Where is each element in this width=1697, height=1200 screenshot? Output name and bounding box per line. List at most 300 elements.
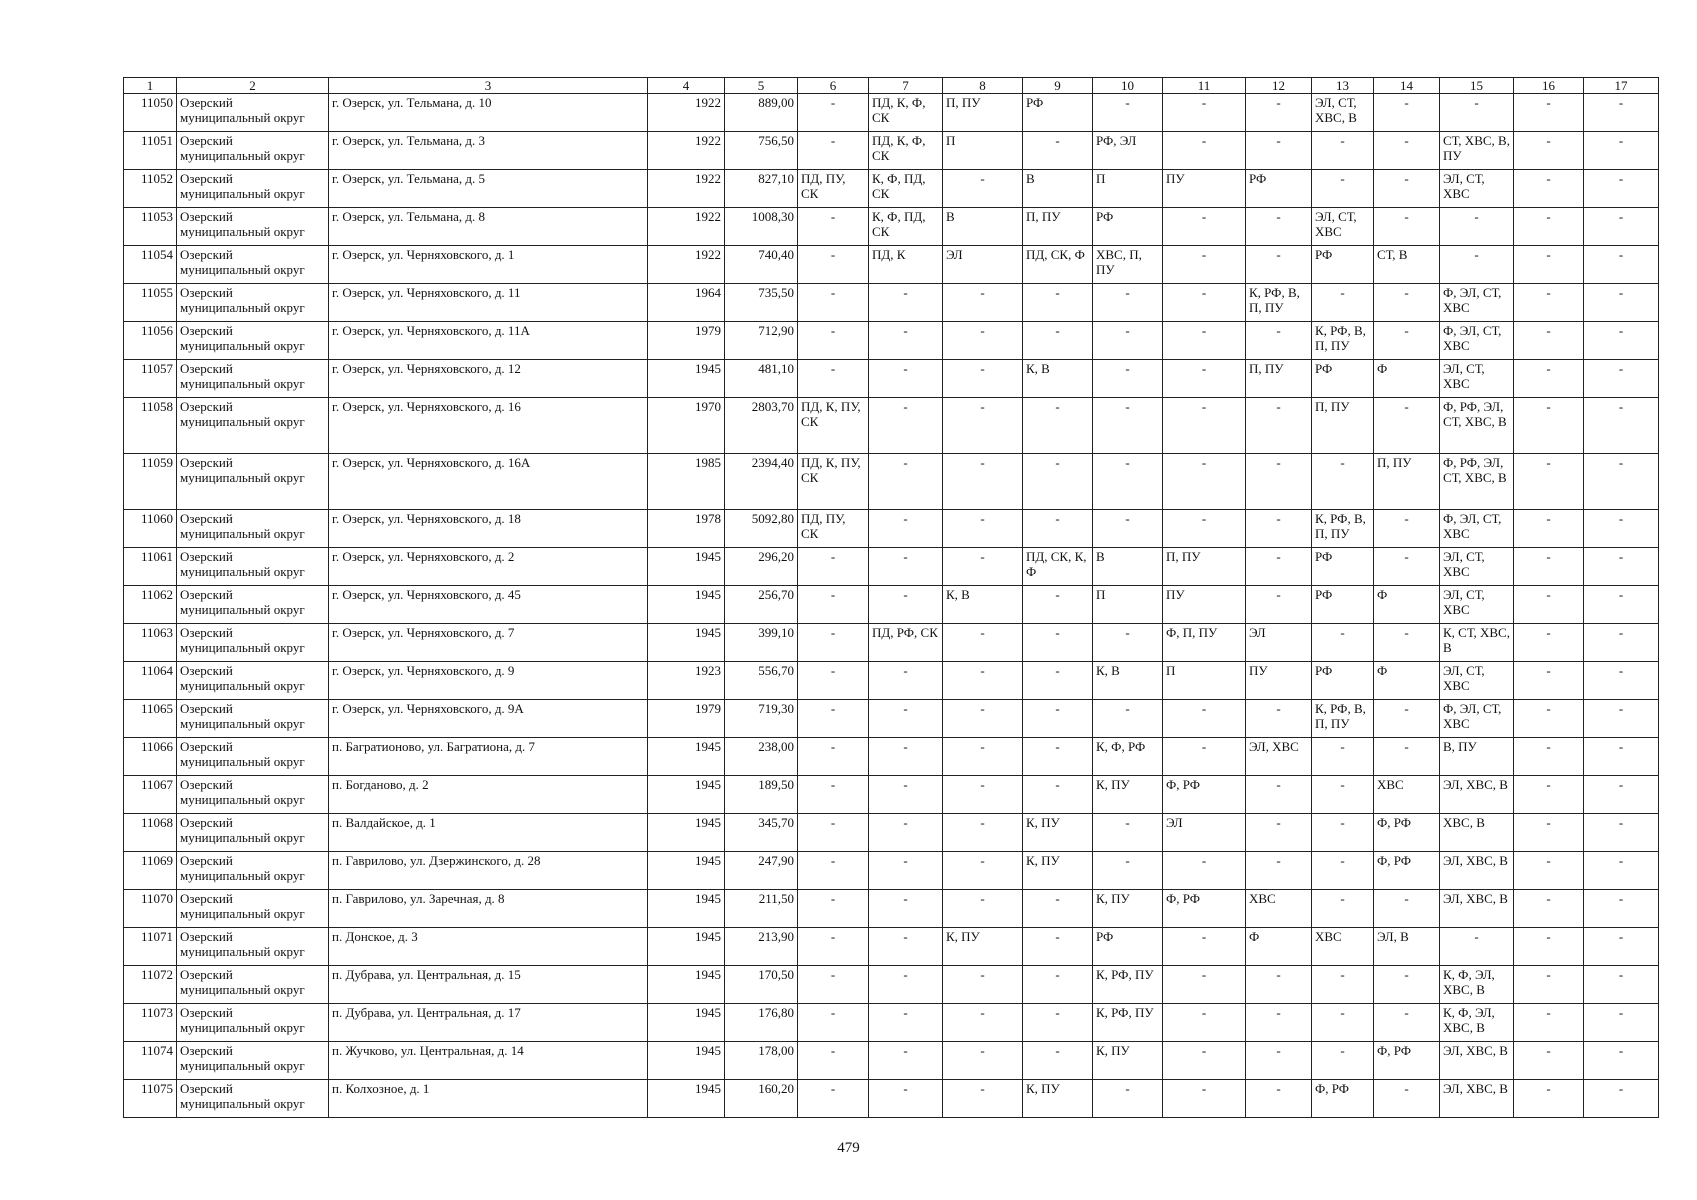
cell-col-6: - xyxy=(798,966,869,1004)
cell-col-11: - xyxy=(1163,454,1246,510)
cell-col-8: П xyxy=(943,132,1023,170)
cell-col-14: Ф, РФ xyxy=(1374,814,1440,852)
cell-year-built: 1945 xyxy=(648,1080,725,1118)
cell-area: 160,20 xyxy=(725,1080,798,1118)
cell-area: 178,00 xyxy=(725,1042,798,1080)
cell-col-7: - xyxy=(869,776,943,814)
cell-col-6: - xyxy=(798,208,869,246)
cell-col-11: ЭЛ xyxy=(1163,814,1246,852)
cell-col-15: - xyxy=(1440,94,1514,132)
cell-area: 740,40 xyxy=(725,246,798,284)
cell-col-17: - xyxy=(1584,966,1659,1004)
cell-col-7: ПД, К, Ф, СК xyxy=(869,94,943,132)
cell-col-14: Ф, РФ xyxy=(1374,852,1440,890)
cell-col-17: - xyxy=(1584,624,1659,662)
column-header-15: 15 xyxy=(1440,78,1514,94)
cell-row-number: 11063 xyxy=(124,624,177,662)
cell-col-16: - xyxy=(1514,814,1584,852)
cell-col-14: - xyxy=(1374,398,1440,454)
cell-col-15: К, Ф, ЭЛ, ХВС, В xyxy=(1440,1004,1514,1042)
cell-col-6: - xyxy=(798,700,869,738)
cell-col-17: - xyxy=(1584,510,1659,548)
cell-col-17: - xyxy=(1584,928,1659,966)
cell-col-14: - xyxy=(1374,284,1440,322)
column-header-14: 14 xyxy=(1374,78,1440,94)
cell-col-11: Ф, РФ xyxy=(1163,890,1246,928)
cell-col-9: - xyxy=(1023,1004,1093,1042)
cell-address: г. Озерск, ул. Черняховского, д. 11А xyxy=(329,322,648,360)
cell-col-6: - xyxy=(798,1004,869,1042)
cell-col-8: К, В xyxy=(943,586,1023,624)
cell-district: Озерский муниципальный округ xyxy=(177,398,329,454)
cell-col-15: Ф, РФ, ЭЛ, СТ, ХВС, В xyxy=(1440,398,1514,454)
cell-area: 176,80 xyxy=(725,1004,798,1042)
cell-col-17: - xyxy=(1584,170,1659,208)
cell-col-11: - xyxy=(1163,928,1246,966)
column-header-4: 4 xyxy=(648,78,725,94)
cell-area: 211,50 xyxy=(725,890,798,928)
cell-col-10: - xyxy=(1093,814,1163,852)
cell-col-7: - xyxy=(869,814,943,852)
cell-col-13: К, РФ, В, П, ПУ xyxy=(1312,700,1374,738)
cell-col-8: - xyxy=(943,890,1023,928)
cell-address: г. Озерск, ул. Черняховского, д. 45 xyxy=(329,586,648,624)
cell-year-built: 1945 xyxy=(648,814,725,852)
cell-row-number: 11058 xyxy=(124,398,177,454)
cell-col-10: К, РФ, ПУ xyxy=(1093,966,1163,1004)
cell-col-17: - xyxy=(1584,548,1659,586)
cell-col-7: - xyxy=(869,928,943,966)
cell-col-6: ПД, К, ПУ, СК xyxy=(798,398,869,454)
cell-col-9: - xyxy=(1023,454,1093,510)
table-row xyxy=(124,132,1659,170)
table-row xyxy=(124,624,1659,662)
cell-col-14: - xyxy=(1374,170,1440,208)
cell-address: г. Озерск, ул. Тельмана, д. 10 xyxy=(329,94,648,132)
cell-col-9: - xyxy=(1023,322,1093,360)
cell-address: г. Озерск, ул. Черняховского, д. 11 xyxy=(329,284,648,322)
cell-district: Озерский муниципальный округ xyxy=(177,510,329,548)
cell-year-built: 1945 xyxy=(648,624,725,662)
cell-col-16: - xyxy=(1514,852,1584,890)
cell-col-14: - xyxy=(1374,624,1440,662)
cell-col-17: - xyxy=(1584,814,1659,852)
cell-year-built: 1922 xyxy=(648,94,725,132)
cell-col-12: - xyxy=(1246,1042,1312,1080)
cell-col-8: - xyxy=(943,852,1023,890)
cell-col-16: - xyxy=(1514,548,1584,586)
cell-col-9: К, ПУ xyxy=(1023,814,1093,852)
cell-col-10: - xyxy=(1093,852,1163,890)
cell-col-12: - xyxy=(1246,548,1312,586)
cell-district: Озерский муниципальный округ xyxy=(177,890,329,928)
cell-row-number: 11069 xyxy=(124,852,177,890)
cell-col-16: - xyxy=(1514,170,1584,208)
cell-col-9: К, ПУ xyxy=(1023,1080,1093,1118)
cell-row-number: 11061 xyxy=(124,548,177,586)
cell-col-9: - xyxy=(1023,586,1093,624)
table-row xyxy=(124,246,1659,284)
cell-col-8: - xyxy=(943,624,1023,662)
cell-col-12: П, ПУ xyxy=(1246,360,1312,398)
cell-col-7: - xyxy=(869,586,943,624)
cell-col-9: - xyxy=(1023,776,1093,814)
cell-area: 481,10 xyxy=(725,360,798,398)
cell-year-built: 1922 xyxy=(648,246,725,284)
cell-col-8: ЭЛ xyxy=(943,246,1023,284)
cell-col-6: - xyxy=(798,284,869,322)
cell-col-8: - xyxy=(943,662,1023,700)
cell-col-11: - xyxy=(1163,208,1246,246)
cell-district: Озерский муниципальный округ xyxy=(177,1004,329,1042)
cell-area: 556,70 xyxy=(725,662,798,700)
cell-year-built: 1945 xyxy=(648,890,725,928)
table-row xyxy=(124,322,1659,360)
cell-address: п. Гаврилово, ул. Дзержинского, д. 28 xyxy=(329,852,648,890)
cell-col-17: - xyxy=(1584,132,1659,170)
cell-col-17: - xyxy=(1584,586,1659,624)
cell-col-10: К, ПУ xyxy=(1093,890,1163,928)
cell-area: 256,70 xyxy=(725,586,798,624)
cell-row-number: 11075 xyxy=(124,1080,177,1118)
cell-col-14: СТ, В xyxy=(1374,246,1440,284)
cell-col-8: - xyxy=(943,814,1023,852)
cell-district: Озерский муниципальный округ xyxy=(177,208,329,246)
cell-col-15: - xyxy=(1440,246,1514,284)
cell-col-13: - xyxy=(1312,966,1374,1004)
cell-col-8: - xyxy=(943,360,1023,398)
cell-col-7: - xyxy=(869,852,943,890)
cell-col-9: - xyxy=(1023,398,1093,454)
cell-row-number: 11060 xyxy=(124,510,177,548)
cell-col-16: - xyxy=(1514,284,1584,322)
cell-col-14: - xyxy=(1374,208,1440,246)
cell-area: 889,00 xyxy=(725,94,798,132)
cell-district: Озерский муниципальный округ xyxy=(177,814,329,852)
cell-col-15: ЭЛ, СТ, ХВС xyxy=(1440,170,1514,208)
cell-col-9: К, ПУ xyxy=(1023,852,1093,890)
cell-col-9: - xyxy=(1023,738,1093,776)
cell-col-16: - xyxy=(1514,454,1584,510)
cell-col-12: Ф xyxy=(1246,928,1312,966)
cell-col-13: - xyxy=(1312,776,1374,814)
cell-col-15: ЭЛ, ХВС, В xyxy=(1440,1042,1514,1080)
cell-col-13: К, РФ, В, П, ПУ xyxy=(1312,322,1374,360)
cell-col-15: ЭЛ, ХВС, В xyxy=(1440,1080,1514,1118)
cell-row-number: 11070 xyxy=(124,890,177,928)
cell-col-13: - xyxy=(1312,852,1374,890)
cell-col-10: К, ПУ xyxy=(1093,776,1163,814)
cell-district: Озерский муниципальный округ xyxy=(177,586,329,624)
cell-col-9: - xyxy=(1023,624,1093,662)
cell-col-13: - xyxy=(1312,1004,1374,1042)
cell-col-11: Ф, РФ xyxy=(1163,776,1246,814)
cell-address: г. Озерск, ул. Тельмана, д. 3 xyxy=(329,132,648,170)
cell-col-10: РФ, ЭЛ xyxy=(1093,132,1163,170)
cell-col-15: ЭЛ, СТ, ХВС xyxy=(1440,662,1514,700)
cell-col-6: - xyxy=(798,928,869,966)
cell-col-17: - xyxy=(1584,852,1659,890)
cell-address: п. Валдайское, д. 1 xyxy=(329,814,648,852)
cell-address: г. Озерск, ул. Черняховского, д. 2 xyxy=(329,548,648,586)
cell-col-11: - xyxy=(1163,1004,1246,1042)
cell-year-built: 1945 xyxy=(648,548,725,586)
cell-col-14: - xyxy=(1374,966,1440,1004)
cell-col-12: ЭЛ, ХВС xyxy=(1246,738,1312,776)
cell-col-10: ХВС, П, ПУ xyxy=(1093,246,1163,284)
cell-col-8: В xyxy=(943,208,1023,246)
column-header-9: 9 xyxy=(1023,78,1093,94)
cell-row-number: 11072 xyxy=(124,966,177,1004)
cell-col-16: - xyxy=(1514,700,1584,738)
table-row xyxy=(124,928,1659,966)
cell-col-16: - xyxy=(1514,624,1584,662)
cell-col-17: - xyxy=(1584,890,1659,928)
cell-year-built: 1964 xyxy=(648,284,725,322)
cell-col-14: - xyxy=(1374,1080,1440,1118)
cell-col-10: - xyxy=(1093,1080,1163,1118)
cell-year-built: 1945 xyxy=(648,360,725,398)
cell-col-7: - xyxy=(869,322,943,360)
cell-district: Озерский муниципальный округ xyxy=(177,94,329,132)
cell-row-number: 11054 xyxy=(124,246,177,284)
cell-col-17: - xyxy=(1584,776,1659,814)
cell-col-6: - xyxy=(798,814,869,852)
cell-col-7: ПД, РФ, СК xyxy=(869,624,943,662)
cell-col-12: ЭЛ xyxy=(1246,624,1312,662)
cell-col-11: П, ПУ xyxy=(1163,548,1246,586)
cell-col-14: Ф xyxy=(1374,662,1440,700)
cell-col-15: ЭЛ, СТ, ХВС xyxy=(1440,360,1514,398)
cell-col-6: - xyxy=(798,246,869,284)
cell-col-16: - xyxy=(1514,662,1584,700)
cell-col-8: - xyxy=(943,398,1023,454)
table-row xyxy=(124,852,1659,890)
cell-district: Озерский муниципальный округ xyxy=(177,284,329,322)
cell-col-13: РФ xyxy=(1312,662,1374,700)
cell-col-7: ПД, К, Ф, СК xyxy=(869,132,943,170)
table-header xyxy=(124,78,1659,94)
cell-address: п. Дубрава, ул. Центральная, д. 15 xyxy=(329,966,648,1004)
cell-col-10: РФ xyxy=(1093,928,1163,966)
table-row xyxy=(124,814,1659,852)
cell-col-8: К, ПУ xyxy=(943,928,1023,966)
cell-area: 712,90 xyxy=(725,322,798,360)
cell-district: Озерский муниципальный округ xyxy=(177,662,329,700)
cell-col-9: - xyxy=(1023,928,1093,966)
cell-col-11: - xyxy=(1163,246,1246,284)
cell-col-7: - xyxy=(869,510,943,548)
cell-col-6: - xyxy=(798,1080,869,1118)
table-row xyxy=(124,548,1659,586)
cell-district: Озерский муниципальный округ xyxy=(177,1042,329,1080)
column-header-13: 13 xyxy=(1312,78,1374,94)
cell-col-16: - xyxy=(1514,94,1584,132)
cell-col-8: - xyxy=(943,1004,1023,1042)
cell-row-number: 11052 xyxy=(124,170,177,208)
cell-col-16: - xyxy=(1514,1080,1584,1118)
cell-col-9: - xyxy=(1023,284,1093,322)
cell-row-number: 11067 xyxy=(124,776,177,814)
cell-col-17: - xyxy=(1584,1080,1659,1118)
cell-col-9: ПД, СК, Ф xyxy=(1023,246,1093,284)
cell-col-12: - xyxy=(1246,322,1312,360)
cell-col-6: - xyxy=(798,890,869,928)
cell-row-number: 11068 xyxy=(124,814,177,852)
cell-col-10: - xyxy=(1093,398,1163,454)
table-row xyxy=(124,360,1659,398)
cell-row-number: 11050 xyxy=(124,94,177,132)
cell-area: 827,10 xyxy=(725,170,798,208)
cell-col-10: - xyxy=(1093,454,1163,510)
cell-col-11: - xyxy=(1163,398,1246,454)
cell-col-12: - xyxy=(1246,1080,1312,1118)
cell-col-7: - xyxy=(869,1042,943,1080)
cell-col-8: - xyxy=(943,966,1023,1004)
cell-col-8: - xyxy=(943,510,1023,548)
cell-district: Озерский муниципальный округ xyxy=(177,776,329,814)
cell-col-14: - xyxy=(1374,132,1440,170)
cell-col-11: ПУ xyxy=(1163,170,1246,208)
cell-col-9: В xyxy=(1023,170,1093,208)
cell-district: Озерский муниципальный округ xyxy=(177,548,329,586)
cell-row-number: 11053 xyxy=(124,208,177,246)
cell-col-7: ПД, К xyxy=(869,246,943,284)
cell-col-13: - xyxy=(1312,814,1374,852)
cell-col-13: - xyxy=(1312,284,1374,322)
cell-col-17: - xyxy=(1584,1004,1659,1042)
cell-col-14: - xyxy=(1374,700,1440,738)
cell-year-built: 1923 xyxy=(648,662,725,700)
cell-col-16: - xyxy=(1514,966,1584,1004)
cell-col-11: - xyxy=(1163,700,1246,738)
cell-col-15: Ф, РФ, ЭЛ, СТ, ХВС, В xyxy=(1440,454,1514,510)
table-row xyxy=(124,94,1659,132)
cell-row-number: 11064 xyxy=(124,662,177,700)
cell-col-10: РФ xyxy=(1093,208,1163,246)
cell-address: п. Колхозное, д. 1 xyxy=(329,1080,648,1118)
cell-col-12: К, РФ, В, П, ПУ xyxy=(1246,284,1312,322)
cell-area: 2394,40 xyxy=(725,454,798,510)
cell-col-10: - xyxy=(1093,284,1163,322)
cell-year-built: 1978 xyxy=(648,510,725,548)
cell-col-11: - xyxy=(1163,852,1246,890)
column-header-7: 7 xyxy=(869,78,943,94)
cell-col-15: К, СТ, ХВС, В xyxy=(1440,624,1514,662)
cell-col-10: - xyxy=(1093,322,1163,360)
cell-row-number: 11074 xyxy=(124,1042,177,1080)
cell-col-13: ЭЛ, СТ, ХВС, В xyxy=(1312,94,1374,132)
column-header-16: 16 xyxy=(1514,78,1584,94)
cell-row-number: 11055 xyxy=(124,284,177,322)
cell-col-6: - xyxy=(798,738,869,776)
cell-col-6: - xyxy=(798,624,869,662)
cell-year-built: 1979 xyxy=(648,322,725,360)
cell-col-6: - xyxy=(798,548,869,586)
cell-col-12: - xyxy=(1246,208,1312,246)
cell-year-built: 1970 xyxy=(648,398,725,454)
cell-col-16: - xyxy=(1514,322,1584,360)
cell-col-16: - xyxy=(1514,208,1584,246)
cell-col-9: - xyxy=(1023,510,1093,548)
cell-col-6: ПД, ПУ, СК xyxy=(798,170,869,208)
cell-col-12: - xyxy=(1246,454,1312,510)
cell-col-16: - xyxy=(1514,776,1584,814)
cell-col-10: П xyxy=(1093,586,1163,624)
cell-col-17: - xyxy=(1584,662,1659,700)
cell-area: 2803,70 xyxy=(725,398,798,454)
cell-col-15: ХВС, В xyxy=(1440,814,1514,852)
cell-col-13: ЭЛ, СТ, ХВС xyxy=(1312,208,1374,246)
cell-col-11: - xyxy=(1163,966,1246,1004)
cell-col-11: - xyxy=(1163,132,1246,170)
cell-address: п. Багратионово, ул. Багратиона, д. 7 xyxy=(329,738,648,776)
cell-col-10: К, Ф, РФ xyxy=(1093,738,1163,776)
table-row xyxy=(124,700,1659,738)
cell-address: п. Богданово, д. 2 xyxy=(329,776,648,814)
cell-col-17: - xyxy=(1584,1042,1659,1080)
cell-col-12: - xyxy=(1246,814,1312,852)
cell-col-8: - xyxy=(943,1080,1023,1118)
cell-col-7: - xyxy=(869,454,943,510)
column-header-8: 8 xyxy=(943,78,1023,94)
cell-col-17: - xyxy=(1584,208,1659,246)
cell-col-14: - xyxy=(1374,738,1440,776)
cell-area: 5092,80 xyxy=(725,510,798,548)
table-row xyxy=(124,510,1659,548)
cell-area: 296,20 xyxy=(725,548,798,586)
table-row xyxy=(124,738,1659,776)
cell-col-10: К, В xyxy=(1093,662,1163,700)
cell-address: г. Озерск, ул. Черняховского, д. 16 xyxy=(329,398,648,454)
cell-district: Озерский муниципальный округ xyxy=(177,360,329,398)
cell-col-7: - xyxy=(869,890,943,928)
cell-col-12: - xyxy=(1246,966,1312,1004)
cell-row-number: 11065 xyxy=(124,700,177,738)
cell-area: 756,50 xyxy=(725,132,798,170)
cell-district: Озерский муниципальный округ xyxy=(177,1080,329,1118)
cell-district: Озерский муниципальный округ xyxy=(177,454,329,510)
cell-year-built: 1945 xyxy=(648,738,725,776)
cell-col-16: - xyxy=(1514,246,1584,284)
cell-col-14: П, ПУ xyxy=(1374,454,1440,510)
cell-district: Озерский муниципальный округ xyxy=(177,624,329,662)
cell-col-9: П, ПУ xyxy=(1023,208,1093,246)
cell-address: г. Озерск, ул. Черняховского, д. 7 xyxy=(329,624,648,662)
cell-col-15: Ф, ЭЛ, СТ, ХВС xyxy=(1440,284,1514,322)
cell-col-10: К, РФ, ПУ xyxy=(1093,1004,1163,1042)
cell-col-7: К, Ф, ПД, СК xyxy=(869,208,943,246)
table-row xyxy=(124,454,1659,510)
cell-col-10: П xyxy=(1093,170,1163,208)
cell-col-16: - xyxy=(1514,132,1584,170)
cell-row-number: 11073 xyxy=(124,1004,177,1042)
cell-col-12: - xyxy=(1246,94,1312,132)
cell-col-13: - xyxy=(1312,624,1374,662)
cell-col-9: - xyxy=(1023,132,1093,170)
cell-year-built: 1945 xyxy=(648,1042,725,1080)
cell-year-built: 1922 xyxy=(648,132,725,170)
cell-address: п. Гаврилово, ул. Заречная, д. 8 xyxy=(329,890,648,928)
cell-year-built: 1922 xyxy=(648,208,725,246)
cell-col-8: - xyxy=(943,170,1023,208)
cell-area: 238,00 xyxy=(725,738,798,776)
table-row xyxy=(124,662,1659,700)
cell-col-12: - xyxy=(1246,510,1312,548)
cell-col-11: - xyxy=(1163,284,1246,322)
cell-col-15: ЭЛ, СТ, ХВС xyxy=(1440,548,1514,586)
table-row xyxy=(124,208,1659,246)
